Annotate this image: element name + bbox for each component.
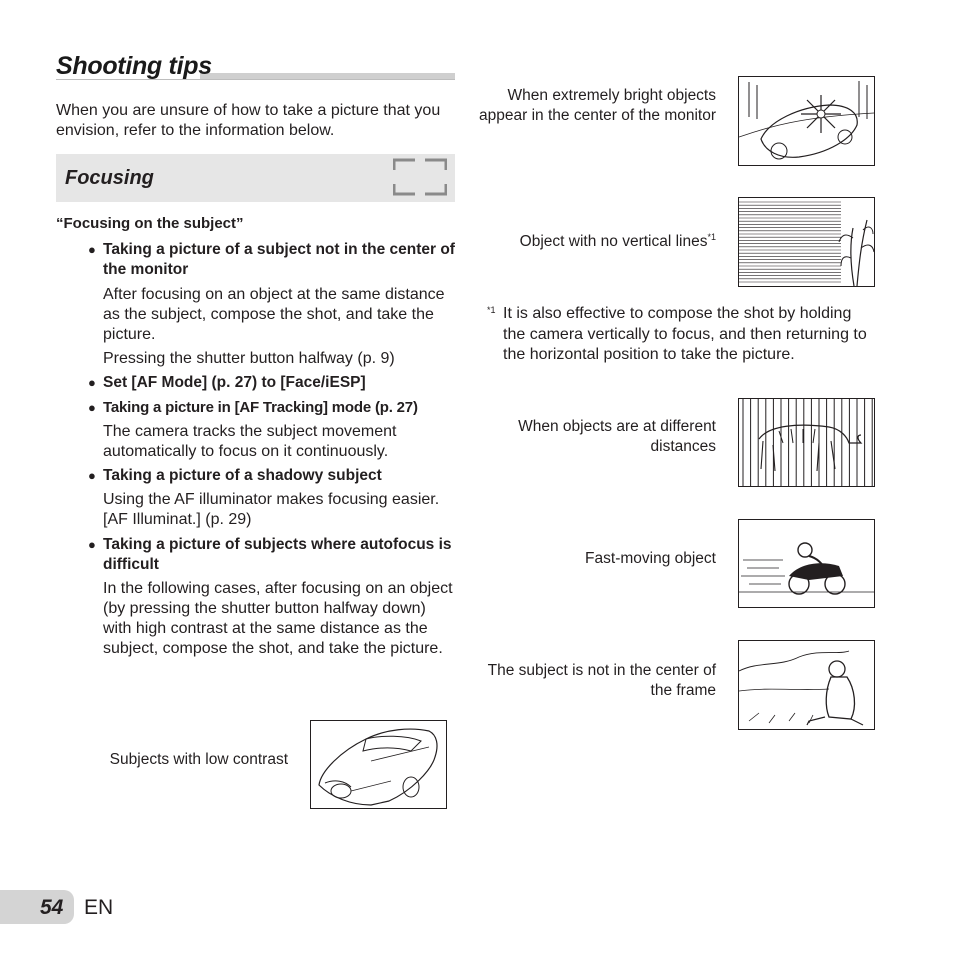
- bullet-text: Set [AF Mode] (p. 27) to [Face/iESP]: [103, 374, 366, 391]
- bullet-item: [88, 398, 458, 418]
- fast-moving-object-illustration: [738, 519, 875, 608]
- tiger-behind-bars-icon: [739, 399, 874, 486]
- seated-person-landscape-icon: [739, 641, 874, 729]
- footnote-text: It is also effective to compose the shot by holding the camera vertically to focus, and then returning to the horizontal position to take the picture.: [503, 305, 867, 363]
- body-text: After focusing on an object at the same distance as the subject, compose the shot, and take the picture.: [103, 286, 445, 343]
- low-contrast-caption: Subjects with low contrast: [109, 751, 288, 768]
- car-with-glare-icon: [739, 77, 874, 165]
- footnote-reference: *1: [707, 232, 716, 242]
- bullet-text: Taking a picture in [AF Tracking] mode (p. 27): [103, 399, 418, 416]
- off-center-subject-illustration: [738, 640, 875, 730]
- sports-car-icon: [311, 721, 446, 808]
- section-title: Focusing: [65, 167, 154, 189]
- case-caption: [470, 227, 716, 252]
- page-number: 54: [40, 896, 64, 919]
- bullet-item: [88, 466, 458, 486]
- case-caption: The subject is not in the center of the frame: [487, 662, 716, 699]
- bullet-text: Taking a picture of a shadowy subject: [103, 467, 382, 484]
- bullet-dot: ●: [88, 400, 96, 415]
- case-caption: Fast-moving object: [585, 550, 716, 567]
- bullet-item: [88, 535, 458, 575]
- case-caption: When objects are at different distances: [518, 418, 716, 455]
- body-text: The camera tracks the subject movement automatically to focus on it continuously.: [103, 423, 397, 460]
- bullet-dot: ●: [88, 468, 96, 483]
- body-text: In the following cases, after focusing on an object (by pressing the shutter button halfway down) with high contrast at the same distance as the subject, compose the shot, and take the picture.: [103, 580, 453, 657]
- language-code: EN: [84, 896, 114, 919]
- motorcycle-rider-icon: [739, 520, 874, 607]
- bright-object-illustration: [738, 76, 875, 166]
- bullet-text: Taking a picture of a subject not in the center of the monitor: [103, 241, 455, 278]
- bullet-item: [88, 240, 458, 280]
- no-vertical-lines-illustration: [738, 197, 875, 287]
- bullet-item: [88, 373, 458, 393]
- bullet-dot: ●: [88, 242, 96, 257]
- subheading: “Focusing on the subject”: [56, 215, 244, 232]
- body-text: Pressing the shutter button halfway (p. 9): [103, 350, 395, 367]
- page-title: Shooting tips: [56, 52, 212, 80]
- different-distances-illustration: [738, 398, 875, 487]
- bullet-dot: ●: [88, 537, 96, 552]
- horizontal-lines-pattern: [739, 198, 874, 286]
- footnote-mark: *1: [487, 305, 496, 315]
- bullet-dot: ●: [88, 375, 96, 390]
- case-caption-text: Object with no vertical lines: [519, 233, 708, 251]
- af-frame-icon: [393, 158, 447, 196]
- low-contrast-car-illustration: [310, 720, 447, 809]
- case-caption: When extremely bright objects appear in the center of the monitor: [479, 87, 716, 124]
- bullet-text: Taking a picture of subjects where autofocus is difficult: [103, 536, 452, 573]
- intro-text: When you are unsure of how to take a picture that you envision, refer to the information below.: [56, 102, 441, 139]
- body-text: Using the AF illuminator makes focusing easier. [AF Illuminat.] (p. 29): [103, 491, 440, 528]
